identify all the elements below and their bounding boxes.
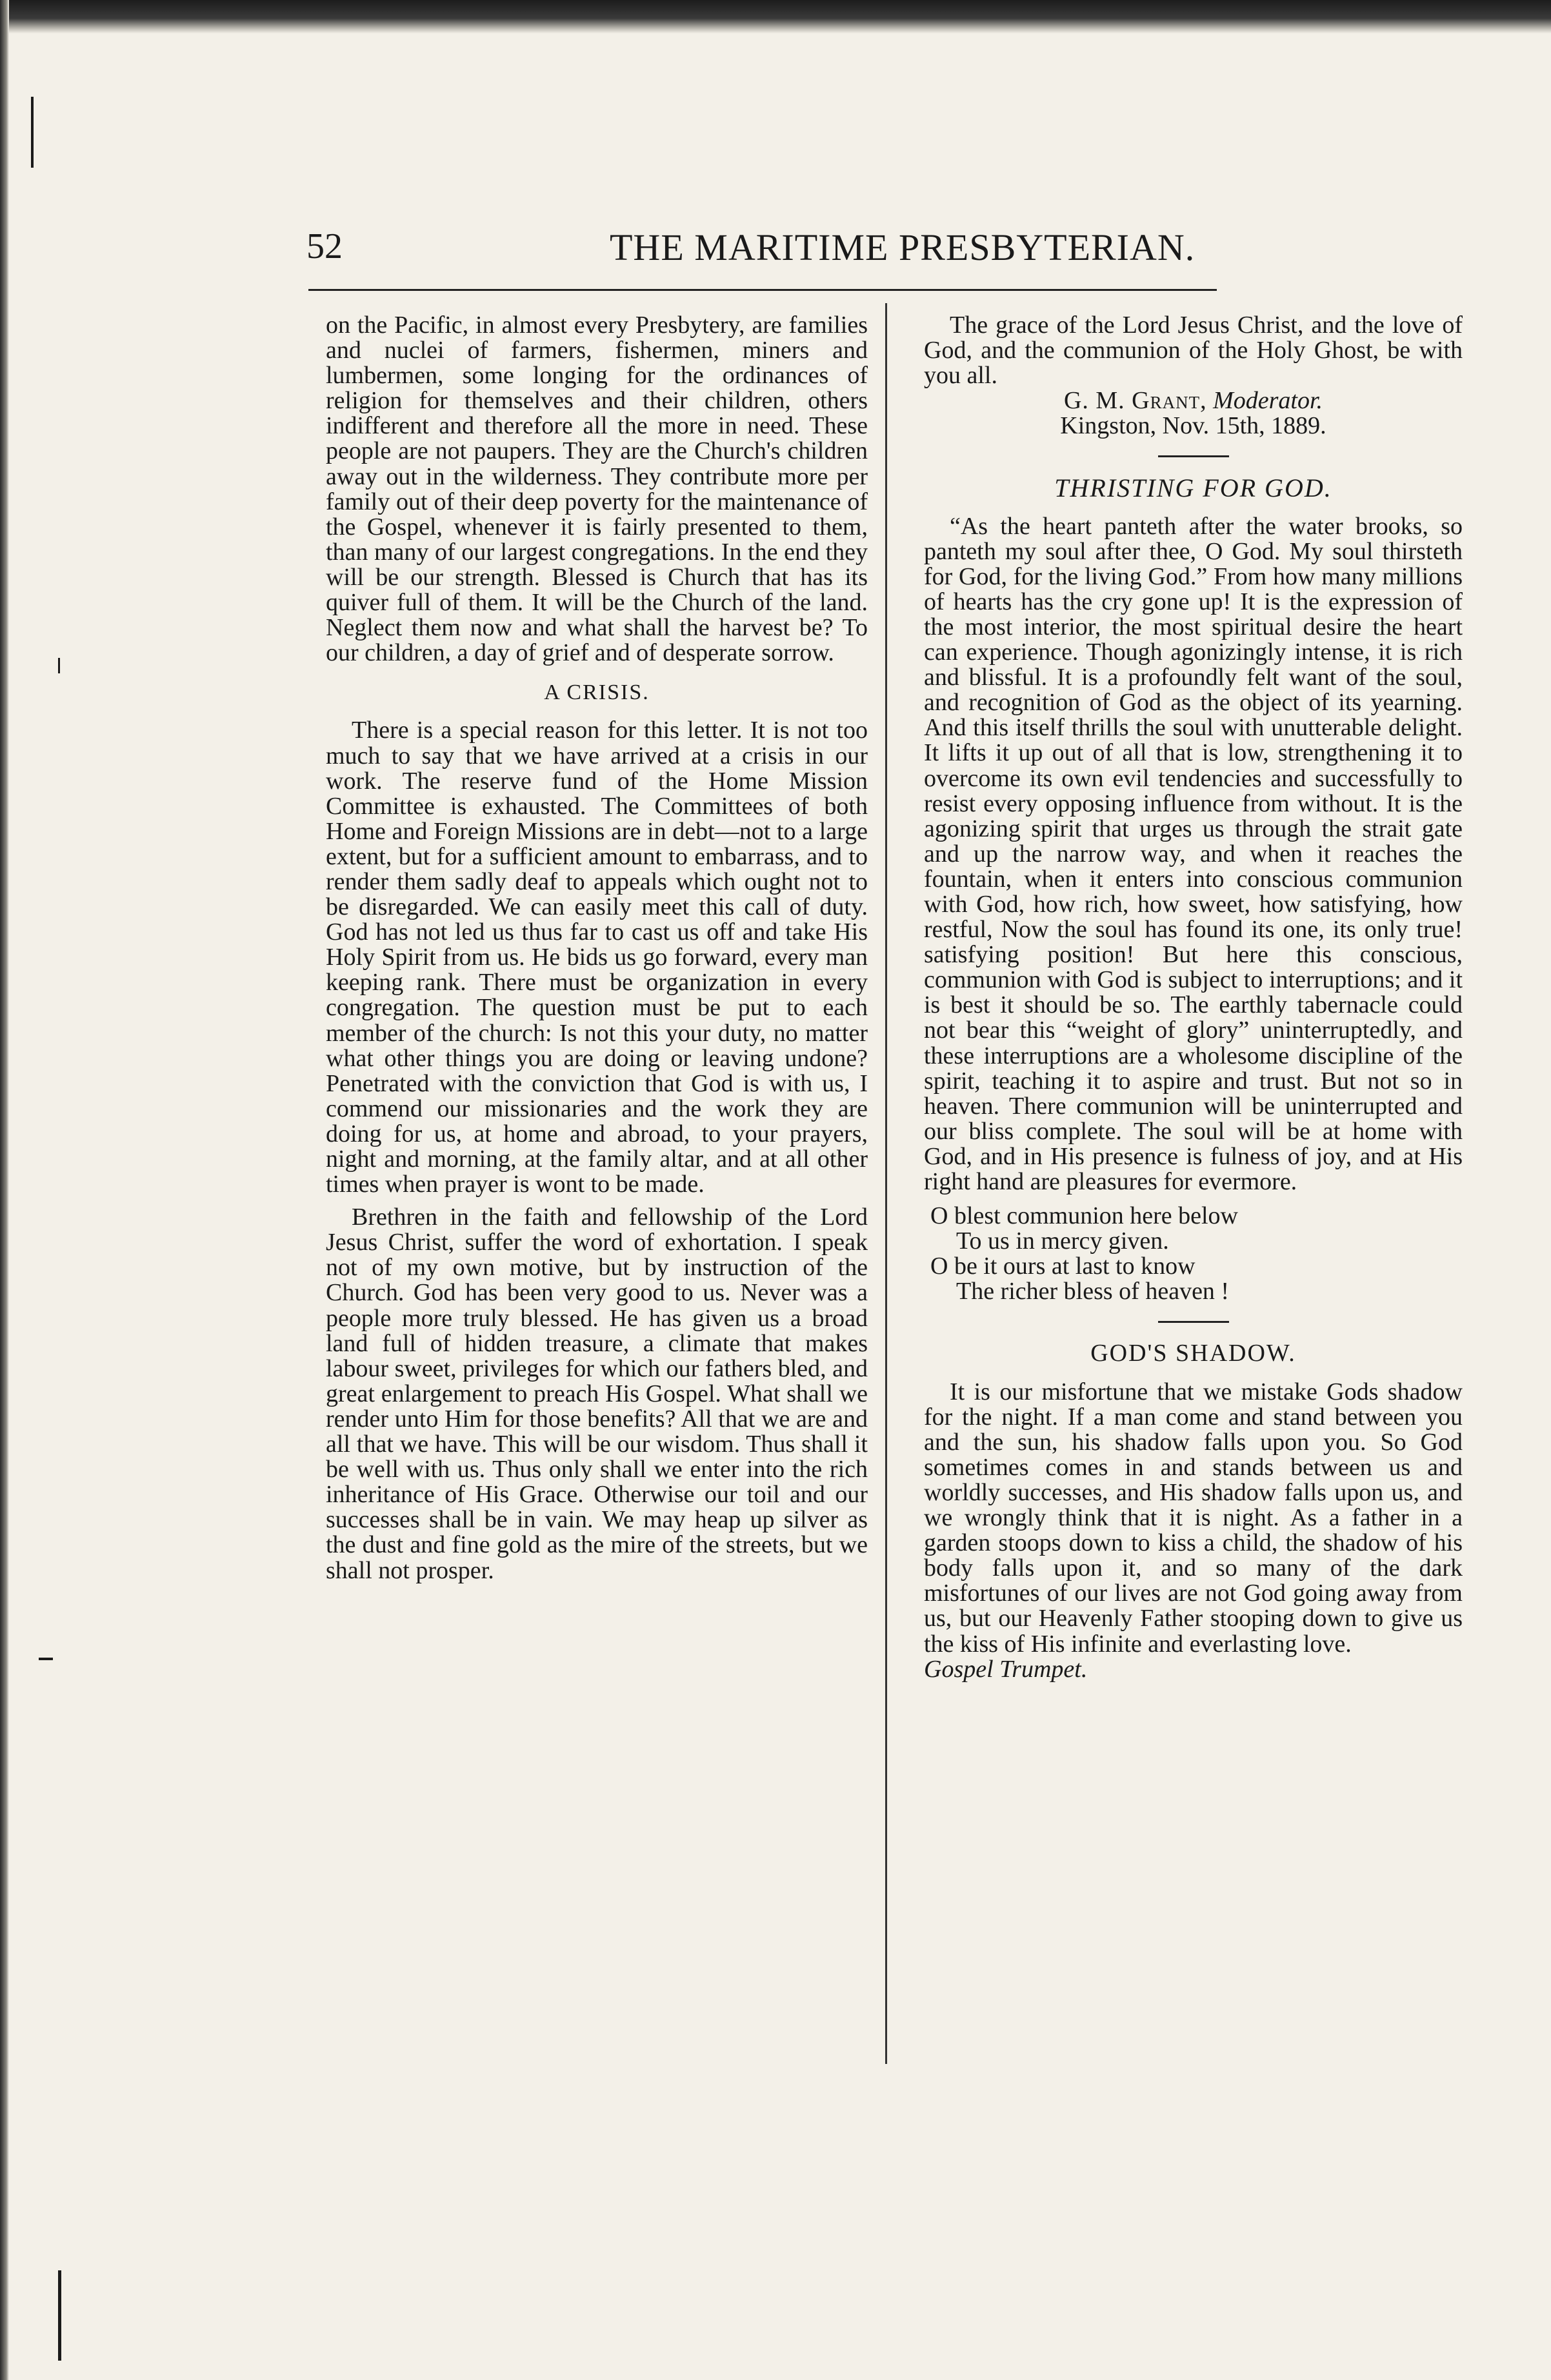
verse-line: O blest communion here below bbox=[930, 1202, 1239, 1230]
place-date: Kingston, Nov. 15th, 1889. bbox=[1060, 412, 1326, 440]
paragraph: on the Pacific, in almost every Presbytery, are families and nuclei of farmers, fishermen, miners and lumbermen, some longing for the ordinances of religion for themselves and their children, others indifferent and therefore all the more in need. These people are not paupers. They are the Church's children away out in the wilderness. They contribute more per family out of their deep poverty for the maintenance of the Gospel, whenever it is fairly presented to them, than many of our largest congregations. In the end they will be our strength. Blessed is Church that has its quiver full of them. It will be the Church of the land. Neglect them now and what shall the harvest be? To our children, a day of grief and of desperate sorrow. bbox=[326, 312, 868, 667]
verse-line: O be it ours at last to know bbox=[930, 1253, 1196, 1280]
signature bbox=[924, 388, 1463, 413]
article-body: It is our misfortune that we mistake Gods shadow for the night. If a man come and stand between you and the sun, his shadow falls upon you. So God sometimes comes in and stands between us and worldly successes, and His shadow falls upon us, and we wrongly think that it is night. As a father in a garden stoops down to kiss a child, the shadow of his body falls upon it, and so many of the dark misfortunes of our lives are not God going away from us, but our Heavenly Father stooping down to give us the kiss of His infinite and everlasting love. bbox=[924, 1378, 1463, 1658]
scan-dark-top-edge bbox=[0, 0, 1551, 34]
article-heading-shadow: GOD'S SHADOW. bbox=[1090, 1340, 1296, 1367]
verse bbox=[930, 1204, 1463, 1304]
section-heading-crisis: A CRISIS. bbox=[544, 680, 650, 705]
scan-mark bbox=[31, 97, 34, 168]
verse-line: To us in mercy given. bbox=[956, 1227, 1169, 1255]
right-column bbox=[924, 313, 1463, 1682]
scan-mark bbox=[39, 1658, 53, 1660]
signature-name: G. M. Grant, bbox=[1063, 387, 1207, 415]
paragraph: There is a special reason for this letter. It is not too much to say that we have arrived at a crisis in our work. The reserve fund of the Home Mission Committee is exhausted. The Committees of both Home and Foreign Missions are in debt—not to a large extent, but for a sufficient amount to embarrass, and to render them sadly deaf to appeals which ought not to be disregarded. We can easily meet this call of duty. God has not led us thus far to cast us off and take His Holy Spirit from us. He bids us go forward, every man keeping rank. There must be organization in every congregation. The question must be put to each member of the church: Is not this your duty, no matter what other things you are doing or leaving undone? Penetrated with the conviction that God is with us, I commend our missionaries and the work they are doing for us, at home and abroad, to your prayers, night and morning, at the family altar, and at all other times when prayer is wont to be made. bbox=[326, 717, 868, 1198]
column-divider bbox=[885, 303, 887, 2064]
separator-rule bbox=[1158, 455, 1229, 457]
header-rule bbox=[308, 289, 1217, 291]
signature-title: Moderator. bbox=[1213, 387, 1323, 415]
closing-benediction: The grace of the Lord Jesus Christ, and the love of God, and the communion of the Holy Ghost, be with you all. bbox=[924, 312, 1463, 390]
page-number: 52 bbox=[306, 226, 343, 266]
paragraph: Brethren in the faith and fellowship of the Lord Jesus Christ, suffer the word of exhortation. I speak not of my own motive, but by instruction of the Church. God has been very good to us. Never was a people more truly blessed. He has given us a broad land full of hidden treasure, a climate that makes labour sweet, privileges for which our fathers bled, and great enlargement to preach His Gospel. What shall we render unto Him for those benefits? All that we are and all that we have. This will be our wisdom. Thus shall it be well with us. Thus only shall we enter into the rich inheritance of His Grace. Otherwise our toil and our successes shall be in vain. We may heap up silver as the dust and fine gold as the mire of the streets, but we shall not prosper. bbox=[326, 1204, 868, 1584]
running-title: THE MARITIME PRESBYTERIAN. bbox=[610, 226, 1196, 268]
article-body: “As the heart panteth after the water brooks, so panteth my soul after thee, O God. My soul thirsteth for God, for the living God.” From how many millions of hearts has the cry gone up! It is the expression of the most interior, the most spiritual desire the heart can experience. Though agonizingly intense, it is rich and blissful. It is a profoundly felt want of the soul, and recognition of God as the object of its yearning. And this itself thrills the soul with unutterable delight. It lifts it up out of all that is low, strengthening it to overcome its own evil tendencies and successfully to resist every opposing influence from without. It is the agonizing spirit that urges us through the strait gate and up the narrow way, and when it reaches the fountain, when it enters into conscious communion with God, how rich, how sweet, how satisfying, how restful, Now the soul has found its one, its only true! satisfying position! But here this conscious, communion with God is subject to interruptions; and it is best it should be so. The earthly tabernacle could not bear this “weight of glory” uninterruptedly, and these interruptions are a wholesome discipline of the spirit, teaching it to aspire and trust. But not so in heaven. There communion will be uninterrupted and our bliss complete. The soul will be at home with God, and in His presence is fulness of joy, and at His right hand are pleasures for evermore. bbox=[924, 512, 1463, 1195]
scan-left-edge bbox=[0, 0, 9, 2380]
page-header bbox=[306, 226, 1216, 277]
verse-line: The richer bless of heaven ! bbox=[956, 1278, 1230, 1305]
article-source: Gospel Trumpet. bbox=[924, 1655, 1088, 1683]
scan-mark bbox=[58, 658, 60, 673]
article-heading-thristing: THRISTING FOR GOD. bbox=[1054, 473, 1332, 503]
left-column bbox=[326, 313, 868, 1583]
scan-mark bbox=[58, 2270, 61, 2361]
separator-rule bbox=[1158, 1321, 1229, 1323]
